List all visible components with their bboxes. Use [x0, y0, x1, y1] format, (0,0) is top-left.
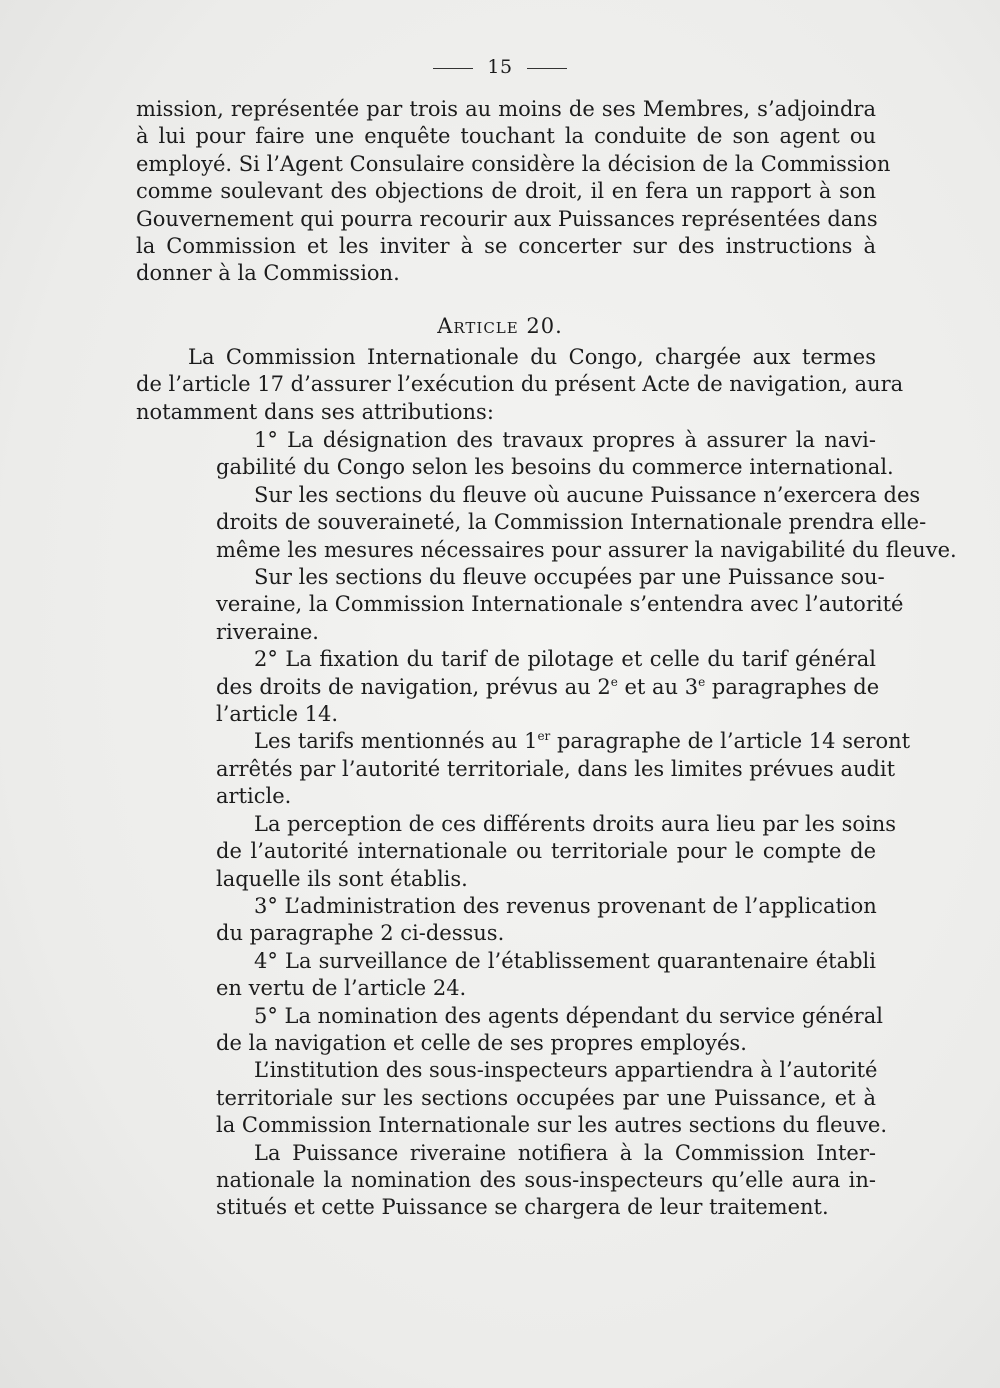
text-run: et au 3: [617, 674, 699, 699]
item-line: [216, 674, 880, 701]
item-line: nationale la nomination des sous-inspecteurs qu’elle aura in-: [216, 1167, 876, 1192]
intro-paragraph: [136, 344, 904, 426]
item-line: [216, 728, 911, 755]
item-line: article.: [216, 784, 292, 809]
article-heading: [0, 314, 1000, 338]
text-run: des droits de navigation, prévus au 2: [216, 674, 611, 699]
item-line: droits de souveraineté, la Commission Internationale prendra elle-: [216, 510, 927, 535]
item-line: 4° La surveillance de l’établissement quarantenaire établi: [254, 948, 876, 973]
text-line: mission, représentée par trois au moins de ses Membres, s’adjoindra: [136, 97, 876, 121]
item-line: 1° La désignation des travaux propres à assurer la navi-: [254, 428, 876, 452]
item-line: 5° La nomination des agents dépendant du service général: [254, 1003, 883, 1028]
page-number: [0, 56, 1000, 78]
text-line: employé. Si l’Agent Consulaire considère la décision de la Commission: [136, 151, 891, 176]
text-line: donner à la Commission.: [136, 261, 400, 286]
item-line: de la navigation et celle de ses propres employés.: [216, 1030, 747, 1055]
item-line: du paragraphe 2 ci-dessus.: [216, 921, 505, 946]
text-line: la Commission et les inviter à se concerter sur des instructions à: [136, 234, 876, 259]
item-line: arrêtés par l’autorité territoriale, dans les limites prévues audit: [216, 756, 896, 781]
item-line: Sur les sections du fleuve occupées par une Puissance sou-: [254, 565, 885, 590]
item-line: de l’autorité internationale ou territoriale pour le compte de: [216, 839, 876, 864]
text-line: La Commission Internationale du Congo, chargée aux termes: [188, 345, 876, 369]
item-line: 2° La fixation du tarif de pilotage et celle du tarif général: [254, 647, 876, 672]
rule-left: [433, 68, 473, 69]
superscript: e: [698, 674, 706, 689]
attributions-list: [216, 427, 957, 1222]
superscript: er: [537, 729, 551, 744]
text-run: paragraphes de: [705, 674, 880, 699]
text-run: Les tarifs mentionnés au 1: [254, 729, 538, 754]
article-heading-text: Article 20.: [437, 314, 563, 338]
text-line: de l’article 17 d’assurer l’exécution du présent Acte de navigation, aura: [136, 372, 904, 397]
item-line: riveraine.: [216, 619, 319, 644]
item-line: 3° L’administration des revenus provenant de l’application: [254, 893, 877, 918]
text-line: à lui pour faire une enquête touchant la conduite de son agent ou: [136, 124, 876, 149]
text-run: paragraphe de l’article 14 seront: [550, 729, 911, 754]
text-line: Gouvernement qui pourra recourir aux Puissances représentées dans: [136, 206, 878, 231]
top-paragraph: [136, 96, 891, 288]
item-line: même les mesures nécessaires pour assurer la navigabilité du fleuve.: [216, 537, 957, 562]
superscript: e: [610, 674, 618, 689]
item-line: laquelle ils sont établis.: [216, 866, 468, 891]
item-line: l’article 14.: [216, 702, 339, 727]
item-line: La perception de ces différents droits aura lieu par les soins: [254, 811, 897, 836]
item-line: veraine, la Commission Internationale s’entendra avec l’autorité: [216, 592, 904, 617]
item-line: Sur les sections du fleuve où aucune Puissance n’exercera des: [254, 482, 921, 507]
text-line: comme soulevant des objections de droit, il en fera un rapport à son: [136, 179, 876, 204]
item-line: en vertu de l’article 24.: [216, 976, 467, 1001]
item-line: L’institution des sous-inspecteurs appartiendra à l’autorité: [254, 1058, 878, 1083]
text-line: notamment dans ses attributions:: [136, 399, 494, 424]
rule-right: [527, 68, 567, 69]
item-line: La Puissance riveraine notifiera à la Commission Inter-: [254, 1140, 876, 1165]
item-line: la Commission Internationale sur les autres sections du fleuve.: [216, 1113, 888, 1138]
item-line: stitués et cette Puissance se chargera de leur traitement.: [216, 1195, 829, 1220]
item-line: gabilité du Congo selon les besoins du commerce international.: [216, 455, 894, 480]
item-line: territoriale sur les sections occupées par une Puissance, et à: [216, 1085, 876, 1110]
page-number-text: 15: [487, 56, 513, 78]
